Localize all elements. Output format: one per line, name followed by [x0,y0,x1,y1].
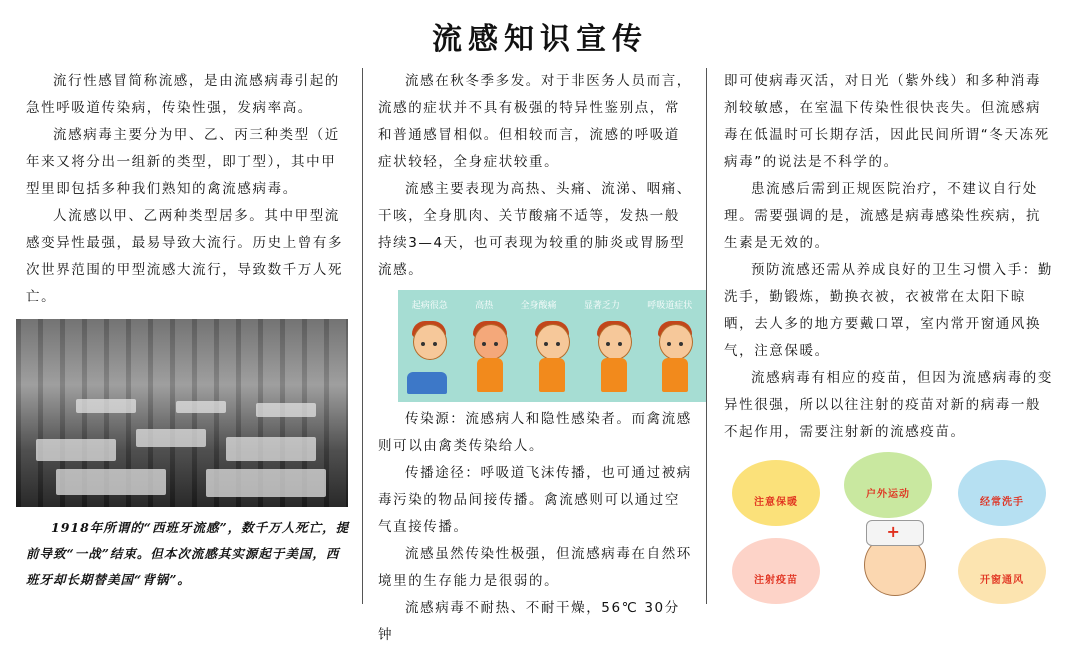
fatigue-child-figure [592,320,636,398]
transmission-route-paragraph: 传播途径：呼吸道飞沫传播，也可通过被病毒污染的物品间接传播。禽流感则可以通过空气直接传播。 [378,465,692,535]
intro-paragraph: 流行性感冒简称流感，是由流感病毒引起的急性呼吸道传染病，传染性强，发病率高。 [26,73,340,116]
prevention-tips-illustration [726,460,1066,610]
body-ache-child-figure [530,320,574,398]
vaccine-paragraph: 流感病毒有相应的疫苗，但因为流感病毒的变异性很强，所以以往注射的疫苗对新的病毒一般不起作用，需要注射新的流感疫苗。 [724,370,1053,440]
symptoms-paragraph: 流感主要表现为高热、头痛、流涕、咽痛、干咳，全身肌肉、关节酸痛不适等，发热一般持续3—4天，也可表现为较重的肺炎或胃肠型流感。 [378,181,692,278]
symptom-label: 显著乏力 [583,301,620,311]
symptoms-illustration [398,290,706,402]
tip-label: 注意保暖 [754,497,798,508]
page-title: 流感知识宣传 [432,22,648,57]
cough-child-figure [653,320,697,398]
tip-wash-hands-bubble [958,460,1046,526]
survival-paragraph: 流感虽然传染性极强，但流感病毒在自然环境里的生存能力是很弱的。 [378,546,692,589]
column-2 [378,68,694,649]
tip-label: 注射疫苗 [754,575,798,586]
season-paragraph: 流感在秋冬季多发。对于非医务人员而言，流感的症状并不具有极强的特异性鉴别点，常和普通感冒相似。但相较而言，流感的呼吸道症状较轻，全身症状较重。 [378,73,692,170]
column-3 [724,68,1056,610]
symptom-label: 全身酸痛 [520,301,557,311]
prevention-paragraph: 预防流感还需从养成良好的卫生习惯入手：勤洗手，勤锻炼，勤换衣被，衣被常在太阳下晾晒，去人多的地方要戴口罩，室内常开窗通风换气，注意保暖。 [724,262,1053,359]
treatment-paragraph: 患流感后需到正规医院治疗，不建议自行处理。需要强调的是，流感是病毒感染性疾病，抗生素是无效的。 [724,181,1042,251]
fever-child-figure [468,320,512,398]
photo-caption: 1918年所谓的“西班牙流感”，数千万人死亡，提前导致“一战”结束。但本次流感其实源起于美国，西班牙却长期替美国“背锅”。 [26,520,350,587]
tip-vaccination-bubble [732,538,820,604]
pandemic-history-paragraph: 人流感以甲、乙两种类型居多。其中甲型流感变异性最强，最易导致大流行。历史上曾有多次世界范围的甲型流感大流行，导致数千万人死亡。 [26,208,344,305]
symptom-label: 高热 [475,301,494,311]
historical-hospital-photo [16,319,348,507]
symptom-label: 起病很急 [411,301,448,311]
column-divider-left [362,68,363,604]
tip-label: 户外运动 [866,489,910,500]
tip-keep-warm-bubble [732,460,820,526]
column-divider-right [706,68,707,604]
tip-outdoor-exercise-bubble [844,452,932,518]
disinfection-paragraph: 即可使病毒灭活，对日光（紫外线）和多种消毒剂较敏感，在室温下传染性很快丧失。但流感病毒在低温时可长期存活，因此民间所谓“冬天冻死病毒”的说法是不科学的。 [724,73,1050,170]
symptom-label: 呼吸道症状 [647,301,693,311]
heat-resistance-paragraph: 流感病毒不耐热、不耐干燥，56℃ 30分钟 [378,600,680,643]
column-1 [26,68,350,593]
tip-ventilation-bubble [958,538,1046,604]
infection-source-paragraph: 传染源：流感病人和隐性感染者。而禽流感则可以由禽类传染给人。 [378,411,692,454]
virus-types-paragraph: 流感病毒主要分为甲、乙、丙三种类型（近年来又将分出一组新的类型，即丁型），其中甲型里即包括多种我们熟知的禽流感病毒。 [26,127,340,197]
sick-child-in-bed-figure [407,320,451,398]
tip-label: 经常洗手 [980,497,1024,508]
nurse-cartoon-icon: + [844,514,944,610]
tip-label: 开窗通风 [980,575,1024,586]
